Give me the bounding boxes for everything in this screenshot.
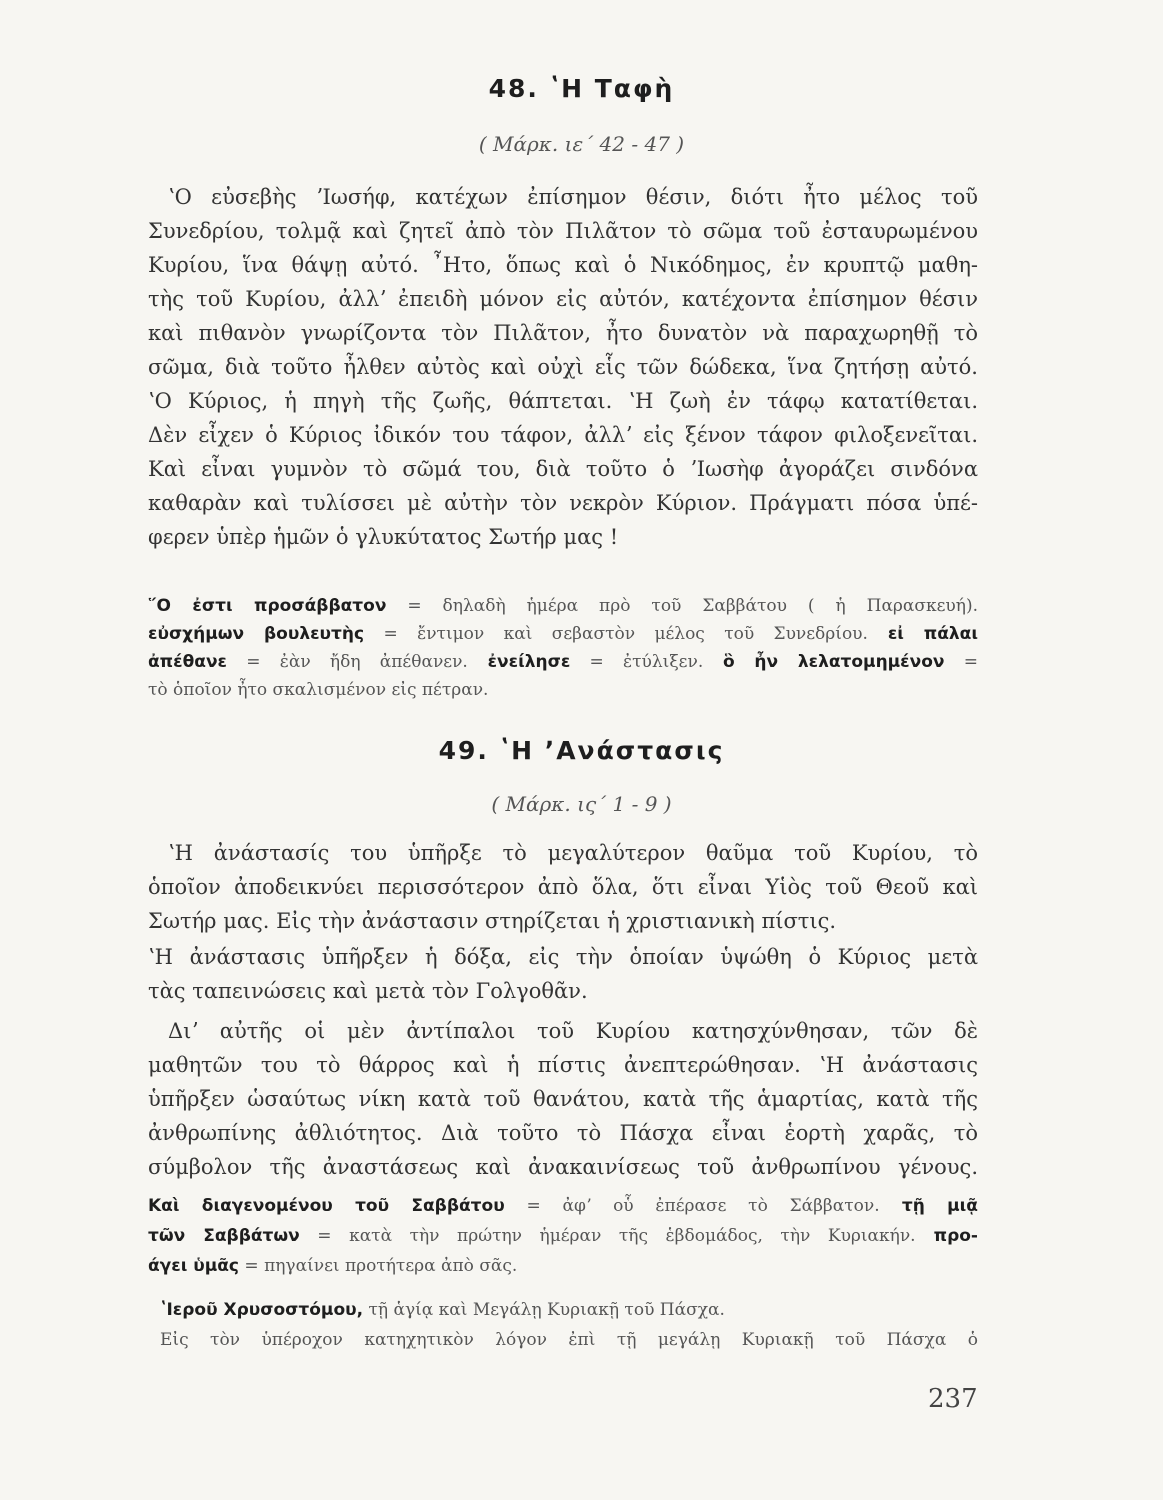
s49-line-1: ʽΗ ἀνάστασίς του ὑπῆρξε τὸ μεγαλύτερον θαῦμα τοῦ Κυρίου, τὸ (168, 841, 978, 865)
section-48-reference: ( Μάρκ. ιε΄ 42 - 47 ) (478, 132, 685, 156)
s49-line-3: Σωτήρ μας. Εἰς τὴν ἀνάστασιν στηρίζεται ἡ χριστιανικὴ πίστις. (148, 909, 837, 933)
s49-line-7: μαθητῶν του τὸ θάρρος καὶ ἡ πίστις ἀνεπτερώθησαν. ʽΗ ἀνάστασις (148, 1053, 978, 1077)
s48-line-1: ʽΟ εὐσεβὴς ʼΙωσήφ, κατέχων ἐπίσημον θέσιν, διότι ἦτο μέλος τοῦ (168, 185, 978, 209)
s48-note-1: ῞Ο ἐστι προσάββατον = δηλαδὴ ἡμέρα πρὸ τοῦ Σαββάτου ( ἡ Παρασκευή). (148, 596, 978, 616)
s48-line-9: Καὶ εἶναι γυμνὸν τὸ σῶμά του, διὰ τοῦτο ὁ ʼΙωσὴφ ἀγοράζει σινδόνα (148, 457, 978, 481)
s49-note-3: άγει ὑμᾶς = πηγαίνει προτήτερα ἀπὸ σᾶς. (148, 1256, 518, 1276)
s48-line-10: καθαρὰν καὶ τυλίσσει μὲ αὐτὴν τὸν νεκρὸν Κύριον. Πράγματι πόσα ὑπέ- (148, 491, 978, 515)
s48-line-4: τὴς τοῦ Κυρίου, ἀλλʼ ἐπειδὴ μόνον εἰς αὐτόν, κατέχοντα ἐπίσημον θέσιν (148, 287, 978, 311)
s48-note-2: εὐσχήμων βουλευτὴς = ἔντιμον καὶ σεβαστὸν μέλος τοῦ Συνεδρίου. εἰ πάλαι (148, 624, 978, 644)
s49-line-6: Διʼ αὐτῆς οἱ μὲν ἀντίπαλοι τοῦ Κυρίου κατησχύνθησαν, τῶν δὲ (168, 1019, 978, 1043)
s48-line-8: Δὲν εἶχεν ὁ Κύριος ἰδικόν του τάφον, ἀλλʼ εἰς ξένον τάφον φιλοξενεῖται. (148, 423, 978, 447)
s48-line-5: καὶ πιθανὸν γνωρίζοντα τὸν Πιλᾶτον, ἦτο δυνατὸν νὰ παραχωρηθῇ τὸ (148, 321, 978, 345)
section-48-title: 48. ʽΗ Ταφὴ (488, 74, 675, 103)
s49-line-9: ἀνθρωπίνης ἀθλιότητος. Διὰ τοῦτο τὸ Πάσχα εἶναι ἑορτὴ χαρᾶς, τὸ (148, 1121, 978, 1145)
page-number: 237 (928, 1384, 978, 1414)
s49-closing-1: ʽΙεροῦ Χρυσοστόμου, τῇ ἁγίᾳ καὶ Μεγάλῃ Κυριακῇ τοῦ Πάσχα. (160, 1300, 725, 1320)
s49-line-4: ʽΗ ἀνάστασις ὑπῆρξεν ἡ δόξα, εἰς τὴν ὁποίαν ὑψώθη ὁ Κύριος μετὰ (148, 945, 978, 969)
section-49-title: 49. ʽΗ ʼΑνάστασις (438, 736, 725, 765)
s48-line-6: σῶμα, διὰ τοῦτο ἦλθεν αὐτὸς καὶ οὐχὶ εἷς τῶν δώδεκα, ἵνα ζητήσῃ αὐτό. (148, 355, 978, 379)
s49-line-2: ὁποῖον ἀποδεικνύει περισσότερον ἀπὸ ὅλα, ὅτι εἶναι Υἱὸς τοῦ Θεοῦ καὶ (148, 875, 978, 899)
s48-note-4: τὸ ὁποῖον ἦτο σκαλισμένον εἰς πέτραν. (148, 680, 489, 700)
s48-note-3: ἀπέθανε = ἐὰν ἤδη ἀπέθανεν. ἐνείλησε = ἐτύλιξεν. ὃ ἦν λελατομημένον = (148, 652, 978, 672)
s48-line-7: ʽΟ Κύριος, ἡ πηγὴ τῆς ζωῆς, θάπτεται. ʽΗ ζωὴ ἐν τάφῳ κατατίθεται. (148, 389, 978, 413)
s49-closing-2: Εἰς τὸν ὑπέροχον κατηχητικὸν λόγον ἐπὶ τῇ μεγάλῃ Κυριακῇ τοῦ Πάσχα ὁ (160, 1330, 978, 1350)
s48-line-11: φερεν ὑπὲρ ἡμῶν ὁ γλυκύτατος Σωτήρ μας ! (148, 525, 619, 549)
section-49-reference: ( Μάρκ. ις΄ 1 - 9 ) (491, 792, 672, 816)
s48-line-2: Συνεδρίου, τολμᾷ καὶ ζητεῖ ἀπὸ τὸν Πιλᾶτον τὸ σῶμα τοῦ ἐσταυρωμένου (148, 219, 978, 243)
s49-note-2: τῶν Σαββάτων = κατὰ τὴν πρώτην ἡμέραν τῆς ἑβδομάδος, τὴν Κυριακήν. προ- (148, 1226, 978, 1246)
s48-line-3: Κυρίου, ἵνα θάψῃ αὐτό. ῏Ητο, ὅπως καὶ ὁ Νικόδημος, ἐν κρυπτῷ μαθη- (148, 253, 978, 277)
s49-note-1: Καὶ διαγενομένου τοῦ Σαββάτου = ἀφʼ οὗ ἐπέρασε τὸ Σάββατον. τῇ μιᾷ (148, 1196, 978, 1216)
s49-line-8: ὑπῆρξεν ὡσαύτως νίκη κατὰ τοῦ θανάτου, κατὰ τῆς ἁμαρτίας, κατὰ τῆς (148, 1087, 978, 1111)
s49-line-5: τὰς ταπεινώσεις καὶ μετὰ τὸν Γολγοθᾶν. (148, 979, 588, 1003)
s49-line-10: σύμβολον τῆς ἀναστάσεως καὶ ἀνακαινίσεως τοῦ ἀνθρωπίνου γένους. (148, 1155, 978, 1179)
